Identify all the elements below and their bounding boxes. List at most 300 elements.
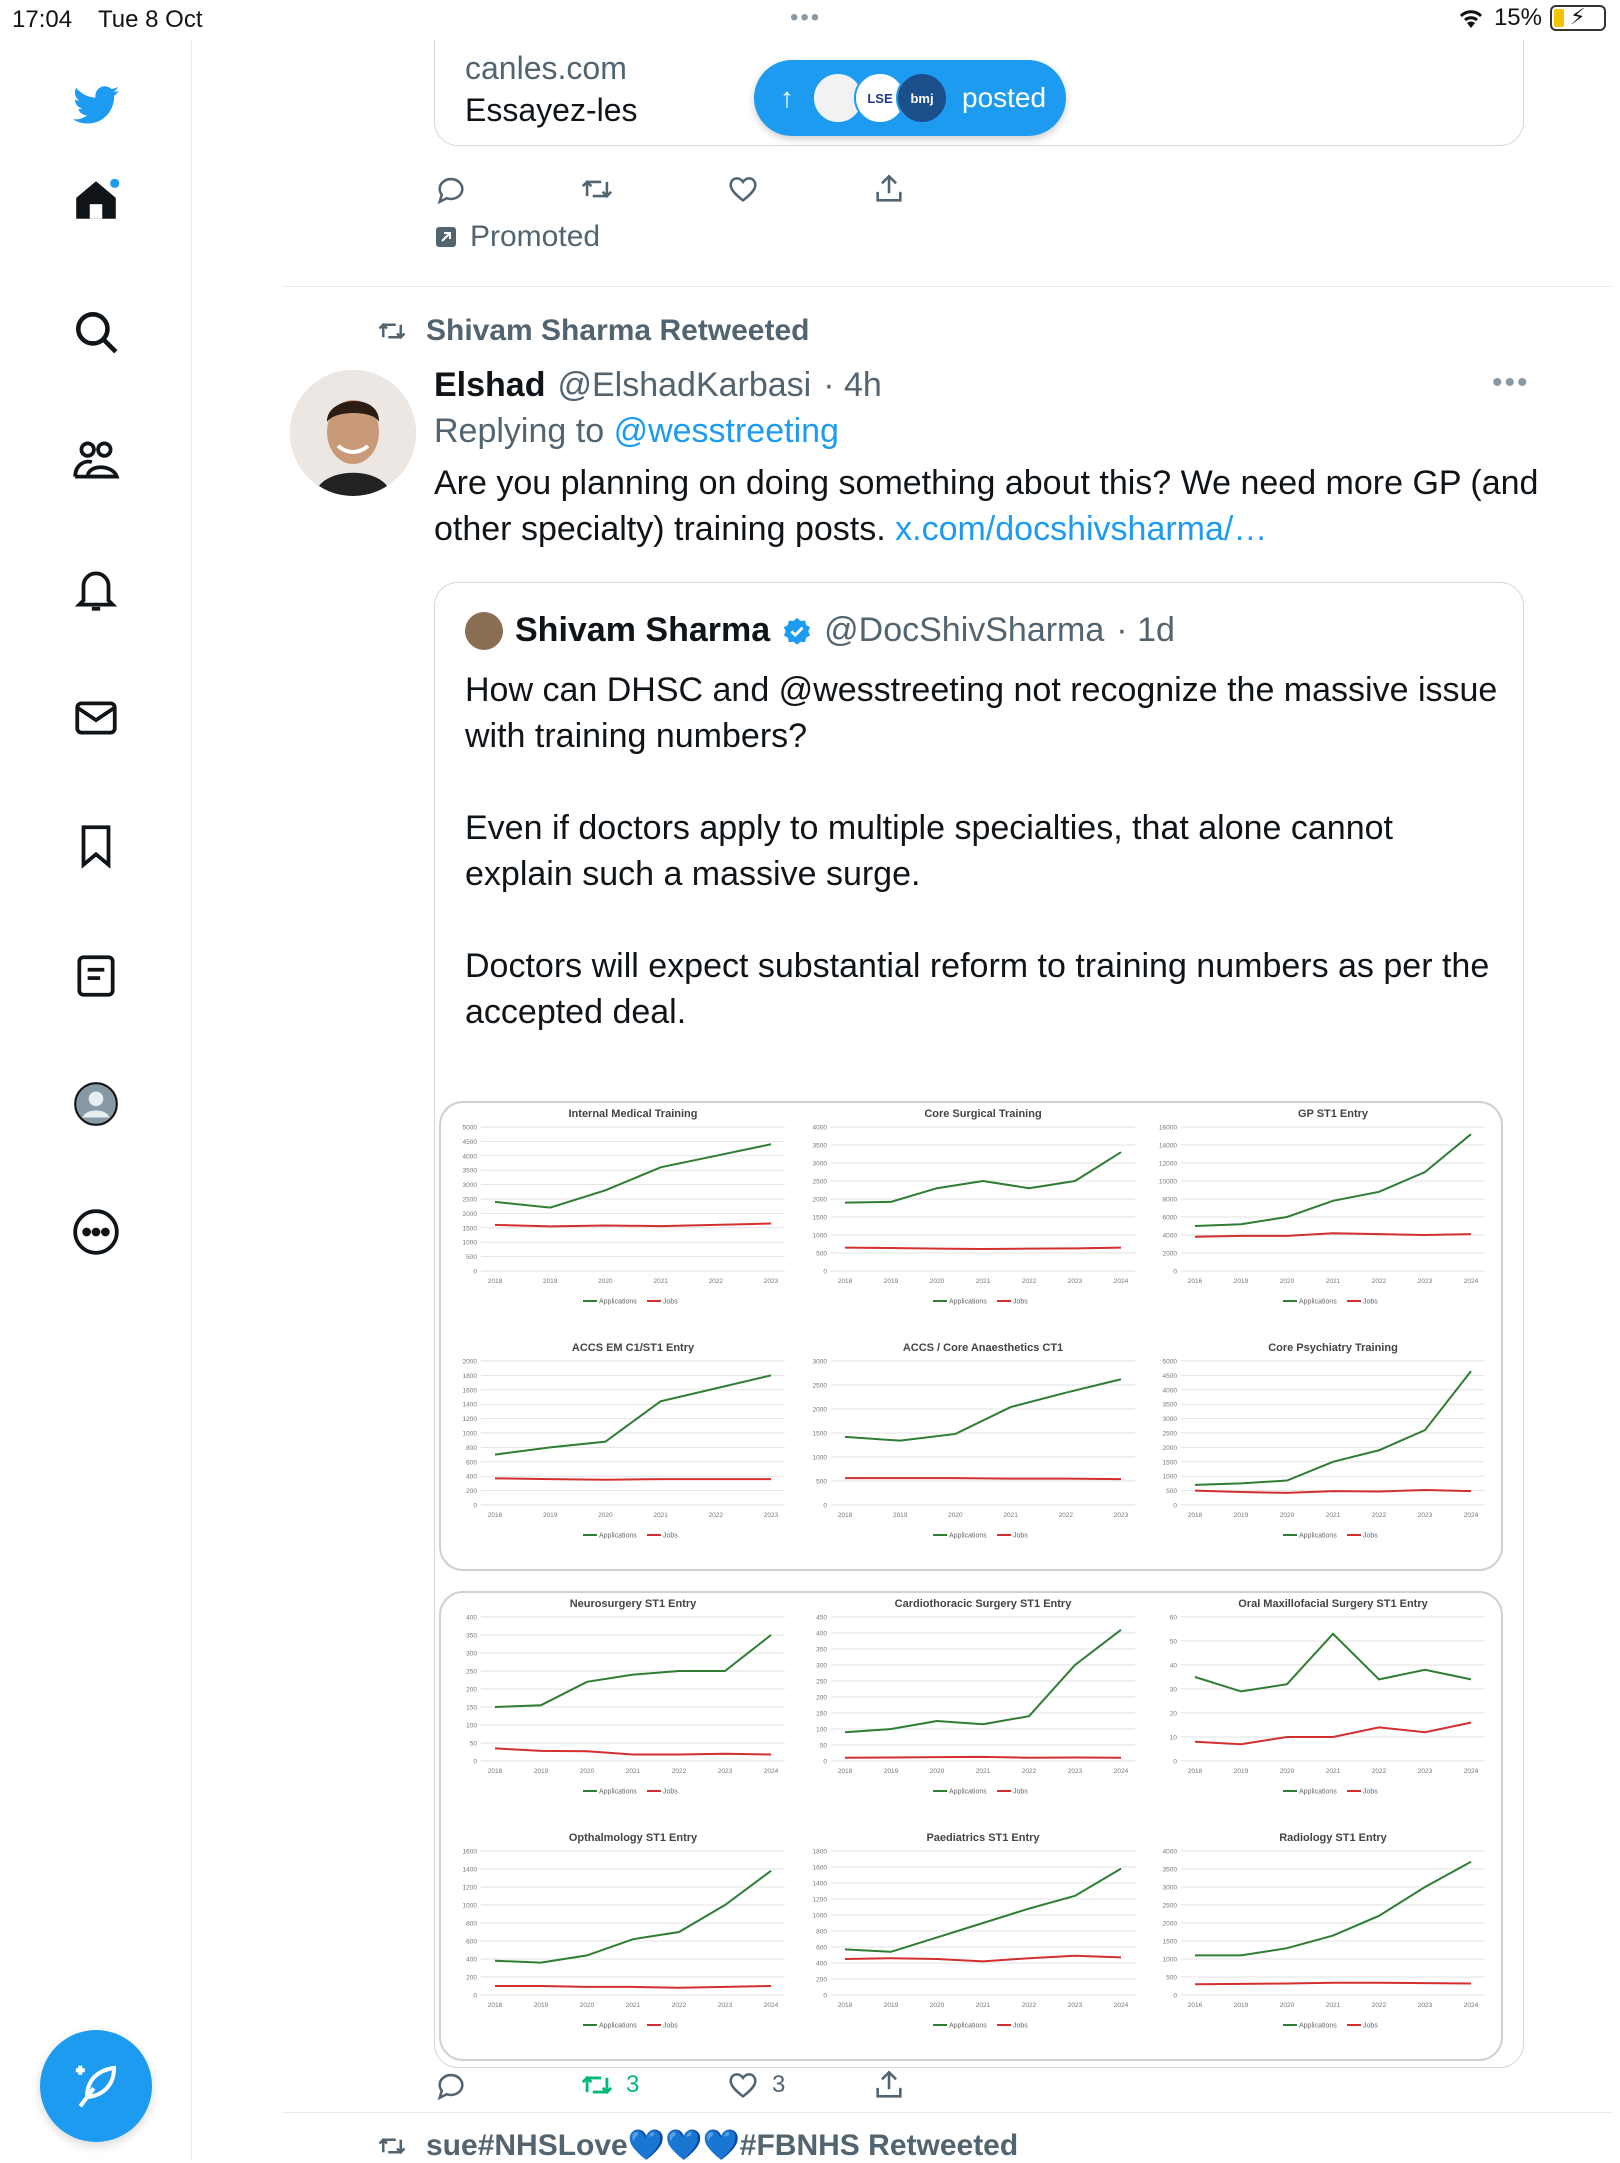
x-tick-label: 2020 xyxy=(929,1278,945,1285)
y-tick-label: 1600 xyxy=(462,1387,477,1395)
battery-percent: 15% xyxy=(1493,4,1542,31)
reply-button[interactable] xyxy=(434,164,468,214)
x-tick-label: 2022 xyxy=(1371,1278,1387,1285)
series-line-jobs xyxy=(495,1223,771,1226)
status-bar xyxy=(0,0,1620,40)
x-tick-label: 2019 xyxy=(1233,1278,1249,1285)
x-tick-label: 2019 xyxy=(1233,2002,1249,2009)
legend-label-jobs: Jobs xyxy=(663,2022,678,2030)
replying-to: Replying to @wesstreeting xyxy=(434,412,839,450)
series-line-applications xyxy=(845,1379,1121,1440)
verified-badge-icon xyxy=(782,616,812,646)
y-tick-label: 150 xyxy=(466,1704,477,1712)
y-tick-label: 0 xyxy=(473,1502,477,1510)
quote-header xyxy=(465,611,1175,650)
like-button[interactable] xyxy=(726,164,760,214)
legend-label-jobs: Jobs xyxy=(1363,1788,1378,1796)
x-tick-label: 2019 xyxy=(892,1512,908,1519)
y-tick-label: 3500 xyxy=(1162,1866,1177,1874)
y-tick-label: 400 xyxy=(466,1614,477,1622)
author-avatar-image xyxy=(290,370,416,496)
x-tick-label: 2022 xyxy=(1021,1278,1037,1285)
share-button[interactable] xyxy=(872,164,906,214)
x-tick-label: 2016 xyxy=(1187,1278,1203,1285)
lists-icon[interactable] xyxy=(60,940,132,1012)
y-tick-label: 800 xyxy=(816,1928,827,1936)
y-tick-label: 2000 xyxy=(1162,1250,1177,1258)
y-tick-label: 0 xyxy=(473,1758,477,1766)
x-tick-label: 2019 xyxy=(542,1512,558,1519)
home-icon[interactable] xyxy=(60,164,132,236)
retweeted-by[interactable]: Shivam Sharma Retweeted xyxy=(374,314,809,348)
y-tick-label: 0 xyxy=(1173,1758,1177,1766)
author-avatar[interactable] xyxy=(290,370,416,496)
y-tick-label: 1200 xyxy=(462,1884,477,1892)
x-tick-label: 2018 xyxy=(1187,1768,1203,1775)
y-tick-label: 2500 xyxy=(812,1382,827,1390)
x-tick-label: 2021 xyxy=(975,1278,991,1285)
x-tick-label: 2019 xyxy=(533,2002,549,2009)
x-tick-label: 2020 xyxy=(579,2002,595,2009)
y-tick-label: 1600 xyxy=(812,1864,827,1872)
y-tick-label: 3500 xyxy=(462,1167,477,1175)
chart-title: Core Psychiatry Training xyxy=(1268,1342,1398,1354)
series-line-applications xyxy=(495,1144,771,1207)
y-tick-label: 14000 xyxy=(1158,1142,1177,1150)
x-tick-label: 2023 xyxy=(717,1768,733,1775)
y-tick-label: 2500 xyxy=(1162,1430,1177,1438)
chart-9 xyxy=(1147,1595,1497,1827)
legend-label-applications: Applications xyxy=(599,2022,637,2030)
chart-11 xyxy=(797,1829,1147,2061)
series-line-jobs xyxy=(495,1986,771,1988)
x-tick-label: 2022 xyxy=(1371,1768,1387,1775)
y-tick-label: 2500 xyxy=(812,1178,827,1186)
y-tick-label: 2000 xyxy=(462,1210,477,1218)
chart-title: Opthalmology ST1 Entry xyxy=(568,1832,698,1844)
legend-label-applications: Applications xyxy=(949,1298,987,1306)
x-tick-label: 2024 xyxy=(1463,1512,1479,1519)
heart-icon xyxy=(726,2068,760,2102)
promoted-label: Promoted xyxy=(434,220,600,254)
retweet-icon xyxy=(374,2131,410,2161)
legend-label-jobs: Jobs xyxy=(663,1298,678,1306)
x-tick-label: 2020 xyxy=(929,1768,945,1775)
x-tick-label: 2023 xyxy=(763,1278,779,1285)
share-icon xyxy=(872,2068,906,2102)
x-tick-label: 2024 xyxy=(1113,2002,1129,2009)
chart-svg xyxy=(797,1339,1147,1571)
chart-12 xyxy=(1147,1829,1497,2061)
x-tick-label: 2019 xyxy=(542,1278,558,1285)
chart-4 xyxy=(447,1339,797,1571)
y-tick-label: 2000 xyxy=(462,1358,477,1366)
y-tick-label: 1400 xyxy=(462,1866,477,1874)
bookmarks-icon[interactable] xyxy=(60,810,132,882)
y-tick-label: 0 xyxy=(1173,1502,1177,1510)
chart-title: Paediatrics ST1 Entry xyxy=(926,1832,1040,1844)
quoted-tweet[interactable] xyxy=(434,582,1524,2068)
tweet-time[interactable]: · 4h xyxy=(823,366,882,404)
x-tick-label: 2021 xyxy=(653,1512,668,1519)
y-tick-label: 1800 xyxy=(812,1848,827,1856)
x-tick-label: 2018 xyxy=(487,2002,503,2009)
chart-svg xyxy=(447,1105,797,1337)
chart-title: Cardiothoracic Surgery ST1 Entry xyxy=(894,1598,1072,1610)
x-tick-label: 2023 xyxy=(1417,2002,1433,2009)
quote-time: · 1d xyxy=(1116,611,1175,649)
x-tick-label: 2023 xyxy=(1067,1768,1083,1775)
y-tick-label: 1500 xyxy=(1162,1938,1177,1946)
y-tick-label: 200 xyxy=(816,1694,827,1702)
chart-image-2[interactable] xyxy=(439,1591,1503,2061)
y-tick-label: 4000 xyxy=(1162,1232,1177,1240)
x-tick-label: 2023 xyxy=(717,2002,733,2009)
x-tick-label: 2020 xyxy=(1279,1512,1295,1519)
quote-text: How can DHSC and @wesstreeting not recognize the massive issue with training numbers? Even if doctors apply to multiple specialties, that alone cannot explain such a massive surge. Doctors will expect substantial reform to training numbers as per the accepted deal. xyxy=(465,671,1498,1031)
y-tick-label: 4500 xyxy=(462,1138,477,1146)
y-tick-label: 400 xyxy=(816,1960,827,1968)
legend-label-applications: Applications xyxy=(1299,1298,1337,1306)
y-tick-label: 4000 xyxy=(812,1124,827,1132)
y-tick-label: 2000 xyxy=(1162,1920,1177,1928)
y-tick-label: 0 xyxy=(473,1992,477,2000)
x-tick-label: 2018 xyxy=(837,1278,853,1285)
legend-label-jobs: Jobs xyxy=(1363,2022,1378,2030)
y-tick-label: 0 xyxy=(823,1992,827,2000)
chart-title: Internal Medical Training xyxy=(568,1108,698,1120)
y-tick-label: 200 xyxy=(466,1974,477,1982)
chart-2 xyxy=(797,1105,1147,1337)
y-tick-label: 30 xyxy=(1169,1686,1177,1694)
y-tick-label: 50 xyxy=(469,1740,477,1748)
x-tick-label: 2021 xyxy=(975,2002,991,2009)
reply-icon xyxy=(434,2068,468,2102)
wifi-icon xyxy=(1456,6,1486,30)
reply-button[interactable] xyxy=(434,2060,468,2110)
x-tick-label: 2023 xyxy=(1067,2002,1083,2009)
x-tick-label: 2018 xyxy=(487,1278,503,1285)
pill-label: posted xyxy=(962,82,1047,113)
compose-feather-icon xyxy=(69,2059,123,2113)
legend-label-applications: Applications xyxy=(949,1532,987,1540)
legend-label-applications: Applications xyxy=(949,1788,987,1796)
y-tick-label: 100 xyxy=(816,1726,827,1734)
x-tick-label: 2019 xyxy=(533,1768,549,1775)
y-tick-label: 250 xyxy=(816,1678,827,1686)
y-tick-label: 500 xyxy=(1166,1974,1177,1982)
y-tick-label: 450 xyxy=(816,1614,827,1622)
chart-svg xyxy=(1147,1339,1497,1571)
y-tick-label: 10000 xyxy=(1158,1178,1177,1186)
x-tick-label: 2024 xyxy=(1463,2002,1479,2009)
y-tick-label: 350 xyxy=(816,1646,827,1654)
retweet-icon xyxy=(580,172,614,206)
y-tick-label: 800 xyxy=(466,1444,477,1452)
status-right xyxy=(1456,4,1606,32)
like-button[interactable] xyxy=(726,2060,785,2110)
next-retweeted-by[interactable]: sue#NHSLove💙💙💙#FBNHS Retweeted xyxy=(374,2128,1018,2163)
y-tick-label: 0 xyxy=(1173,1268,1177,1276)
arrow-up-icon: ↑ xyxy=(780,82,794,113)
retweet-count: 3 xyxy=(626,2071,640,2098)
y-tick-label: 0 xyxy=(1173,1992,1177,2000)
y-tick-label: 0 xyxy=(473,1268,477,1276)
y-tick-label: 4500 xyxy=(1162,1372,1177,1380)
communities-icon[interactable] xyxy=(60,424,132,496)
y-tick-label: 5000 xyxy=(1162,1358,1177,1366)
x-tick-label: 2022 xyxy=(1058,1512,1074,1519)
y-tick-label: 16000 xyxy=(1158,1124,1177,1132)
legend-label-applications: Applications xyxy=(1299,1532,1337,1540)
series-line-jobs xyxy=(495,1748,771,1754)
x-tick-label: 2023 xyxy=(1417,1278,1433,1285)
x-tick-label: 2021 xyxy=(625,1768,641,1775)
y-tick-label: 3500 xyxy=(1162,1401,1177,1409)
x-tick-label: 2022 xyxy=(708,1278,724,1285)
x-tick-label: 2018 xyxy=(837,2002,853,2009)
x-tick-label: 2024 xyxy=(1113,1768,1129,1775)
chart-3 xyxy=(1147,1105,1497,1337)
y-tick-label: 0 xyxy=(823,1758,827,1766)
x-tick-label: 2018 xyxy=(837,1768,853,1775)
y-tick-label: 1000 xyxy=(462,1902,477,1910)
x-tick-label: 2020 xyxy=(579,1768,595,1775)
y-tick-label: 1000 xyxy=(462,1430,477,1438)
legend-label-applications: Applications xyxy=(1299,1788,1337,1796)
y-tick-label: 2000 xyxy=(1162,1444,1177,1452)
y-tick-label: 1000 xyxy=(812,1232,827,1240)
series-line-applications xyxy=(495,1871,771,1963)
tweet-text: Are you planning on doing something about this? We need more GP (and other specialty) training posts. x.com/docshivsharma/… xyxy=(434,464,1539,548)
y-tick-label: 1600 xyxy=(462,1848,477,1856)
y-tick-label: 1000 xyxy=(812,1912,827,1920)
x-tick-label: 2024 xyxy=(763,2002,779,2009)
messages-envelope-icon[interactable] xyxy=(60,682,132,754)
more-options-icon[interactable] xyxy=(60,1196,132,1268)
x-tick-label: 2022 xyxy=(671,2002,687,2009)
y-tick-label: 1500 xyxy=(812,1430,827,1438)
y-tick-label: 500 xyxy=(466,1254,477,1262)
tweet-actions xyxy=(434,2060,1434,2110)
series-line-jobs xyxy=(845,1956,1121,1962)
compose-tweet-button[interactable] xyxy=(40,2030,152,2142)
x-tick-label: 2021 xyxy=(1003,1512,1018,1519)
y-tick-label: 3000 xyxy=(1162,1884,1177,1892)
x-tick-label: 2023 xyxy=(1417,1512,1433,1519)
y-tick-label: 3000 xyxy=(812,1160,827,1168)
y-tick-label: 250 xyxy=(466,1668,477,1676)
y-tick-label: 100 xyxy=(466,1722,477,1730)
x-tick-label: 2021 xyxy=(625,2002,641,2009)
legend-label-applications: Applications xyxy=(599,1788,637,1796)
y-tick-label: 150 xyxy=(816,1710,827,1718)
y-tick-label: 1400 xyxy=(462,1401,477,1409)
y-tick-label: 1500 xyxy=(812,1214,827,1222)
y-tick-label: 1500 xyxy=(1162,1459,1177,1467)
ad-domain: canles.com xyxy=(465,50,627,86)
chart-5 xyxy=(797,1339,1147,1571)
y-tick-label: 4000 xyxy=(1162,1848,1177,1856)
ad-cta[interactable]: Essayez-les xyxy=(465,92,638,128)
chart-title: Radiology ST1 Entry xyxy=(1279,1832,1387,1844)
x-tick-label: 2023 xyxy=(1067,1278,1083,1285)
series-line-jobs xyxy=(1195,1983,1471,1984)
new-posts-pill[interactable] xyxy=(754,60,1066,136)
x-tick-label: 2024 xyxy=(1463,1278,1479,1285)
y-tick-label: 1000 xyxy=(462,1239,477,1247)
y-tick-label: 600 xyxy=(816,1944,827,1952)
y-tick-label: 1200 xyxy=(812,1896,827,1904)
retweet-button[interactable] xyxy=(580,164,614,214)
x-tick-label: 2016 xyxy=(487,1512,503,1519)
x-tick-label: 2022 xyxy=(1021,1768,1037,1775)
y-tick-label: 1500 xyxy=(462,1225,477,1233)
share-button[interactable] xyxy=(872,2060,906,2110)
y-tick-label: 500 xyxy=(816,1478,827,1486)
chart-title: Oral Maxillofacial Surgery ST1 Entry xyxy=(1238,1598,1428,1610)
legend-label-jobs: Jobs xyxy=(1013,2022,1028,2030)
y-tick-label: 60 xyxy=(1169,1614,1177,1622)
x-tick-label: 2016 xyxy=(1187,2002,1203,2009)
y-tick-label: 200 xyxy=(816,1976,827,1984)
x-tick-label: 2019 xyxy=(883,1278,899,1285)
series-line-jobs xyxy=(845,1478,1121,1479)
series-line-applications xyxy=(1195,1371,1471,1485)
y-tick-label: 800 xyxy=(466,1920,477,1928)
x-tick-label: 2024 xyxy=(1463,1768,1479,1775)
quote-author-name: Shivam Sharma xyxy=(515,611,771,649)
heart-icon xyxy=(726,172,760,206)
series-line-applications xyxy=(1195,1134,1471,1226)
y-tick-label: 1200 xyxy=(462,1416,477,1424)
y-tick-label: 40 xyxy=(1169,1662,1177,1670)
series-line-jobs xyxy=(1195,1723,1471,1745)
legend-label-jobs: Jobs xyxy=(1013,1532,1028,1540)
x-tick-label: 2022 xyxy=(1371,2002,1387,2009)
x-tick-label: 2019 xyxy=(1233,1768,1249,1775)
chart-8 xyxy=(797,1595,1147,1827)
replying-handle-link[interactable]: @wesstreeting xyxy=(613,412,839,450)
chart-svg xyxy=(797,1595,1147,1827)
x-tick-label: 2020 xyxy=(598,1512,613,1519)
x-tick-label: 2020 xyxy=(1279,1278,1295,1285)
y-tick-label: 20 xyxy=(1169,1710,1177,1718)
y-tick-label: 4000 xyxy=(462,1153,477,1161)
x-tick-label: 2024 xyxy=(1113,1278,1129,1285)
profile-avatar-icon[interactable] xyxy=(60,1068,132,1140)
twitter-logo-icon[interactable] xyxy=(60,70,132,142)
series-line-jobs xyxy=(845,1248,1121,1249)
y-tick-label: 1000 xyxy=(1162,1473,1177,1481)
chart-title: GP ST1 Entry xyxy=(1297,1108,1369,1120)
series-line-applications xyxy=(495,1375,771,1454)
chart-6 xyxy=(1147,1339,1497,1571)
y-tick-label: 300 xyxy=(816,1662,827,1670)
y-tick-label: 2500 xyxy=(1162,1902,1177,1910)
y-tick-label: 0 xyxy=(823,1502,827,1510)
notifications-bell-icon[interactable] xyxy=(60,554,132,626)
x-tick-label: 2019 xyxy=(1233,1512,1249,1519)
x-tick-label: 2023 xyxy=(763,1512,779,1519)
promoted-icon xyxy=(434,225,458,249)
y-tick-label: 400 xyxy=(466,1473,477,1481)
y-tick-label: 3000 xyxy=(812,1358,827,1366)
y-tick-label: 200 xyxy=(466,1686,477,1694)
author-name[interactable]: Elshad xyxy=(434,366,546,404)
x-tick-label: 2018 xyxy=(1187,1512,1203,1519)
chart-svg xyxy=(447,1595,797,1827)
tweet-link[interactable]: x.com/docshivsharma/… xyxy=(895,510,1268,548)
chart-7 xyxy=(447,1595,797,1827)
series-line-jobs xyxy=(495,1478,771,1479)
x-tick-label: 2021 xyxy=(975,1768,991,1775)
y-tick-label: 2000 xyxy=(812,1406,827,1414)
quote-author-handle: @DocShivSharma xyxy=(824,611,1105,649)
chart-svg xyxy=(1147,1829,1497,2061)
retweet-button[interactable] xyxy=(580,2060,639,2110)
chart-1 xyxy=(447,1105,797,1337)
chart-svg xyxy=(1147,1105,1497,1337)
y-tick-label: 5000 xyxy=(462,1124,477,1132)
divider xyxy=(282,286,1612,287)
x-tick-label: 2023 xyxy=(1113,1512,1129,1519)
x-tick-label: 2019 xyxy=(883,1768,899,1775)
quote-avatar xyxy=(465,612,503,650)
x-tick-label: 2020 xyxy=(1279,2002,1295,2009)
divider xyxy=(282,2112,1612,2113)
x-tick-label: 2020 xyxy=(929,2002,945,2009)
chart-title: Neurosurgery ST1 Entry xyxy=(569,1598,697,1610)
legend-label-applications: Applications xyxy=(599,1298,637,1306)
x-tick-label: 2022 xyxy=(1021,2002,1037,2009)
y-tick-label: 2500 xyxy=(462,1196,477,1204)
retweet-icon xyxy=(580,2068,614,2102)
chart-svg xyxy=(447,1339,797,1571)
x-tick-label: 2022 xyxy=(671,1768,687,1775)
y-tick-label: 200 xyxy=(466,1488,477,1496)
legend-label-applications: Applications xyxy=(949,2022,987,2030)
chart-title: ACCS EM C1/ST1 Entry xyxy=(571,1342,695,1354)
author-handle[interactable]: @ElshadKarbasi xyxy=(557,366,812,404)
x-tick-label: 2019 xyxy=(883,2002,899,2009)
x-tick-label: 2021 xyxy=(653,1278,668,1285)
chart-image-1[interactable] xyxy=(439,1101,1503,1571)
y-tick-label: 300 xyxy=(466,1650,477,1658)
legend-label-jobs: Jobs xyxy=(1363,1532,1378,1540)
series-line-jobs xyxy=(845,1757,1121,1758)
y-tick-label: 2000 xyxy=(812,1196,827,1204)
y-tick-label: 0 xyxy=(823,1268,827,1276)
x-tick-label: 2022 xyxy=(708,1512,724,1519)
y-tick-label: 1000 xyxy=(1162,1956,1177,1964)
pill-avatar: LSE xyxy=(854,72,906,124)
y-tick-label: 1400 xyxy=(812,1880,827,1888)
y-tick-label: 1800 xyxy=(462,1372,477,1380)
pill-avatar: bmj xyxy=(896,72,948,124)
x-tick-label: 2021 xyxy=(1325,1768,1341,1775)
multitask-dots-icon[interactable]: ••• xyxy=(790,4,822,31)
x-tick-label: 2021 xyxy=(1325,2002,1341,2009)
search-icon[interactable] xyxy=(60,296,132,368)
chart-svg xyxy=(797,1105,1147,1337)
x-tick-label: 2018 xyxy=(487,1768,503,1775)
y-tick-label: 50 xyxy=(1169,1638,1177,1646)
y-tick-label: 400 xyxy=(466,1956,477,1964)
tweet-more-icon[interactable]: ••• xyxy=(1492,366,1530,399)
legend-label-applications: Applications xyxy=(1299,2022,1337,2030)
like-count: 3 xyxy=(772,2071,786,2098)
